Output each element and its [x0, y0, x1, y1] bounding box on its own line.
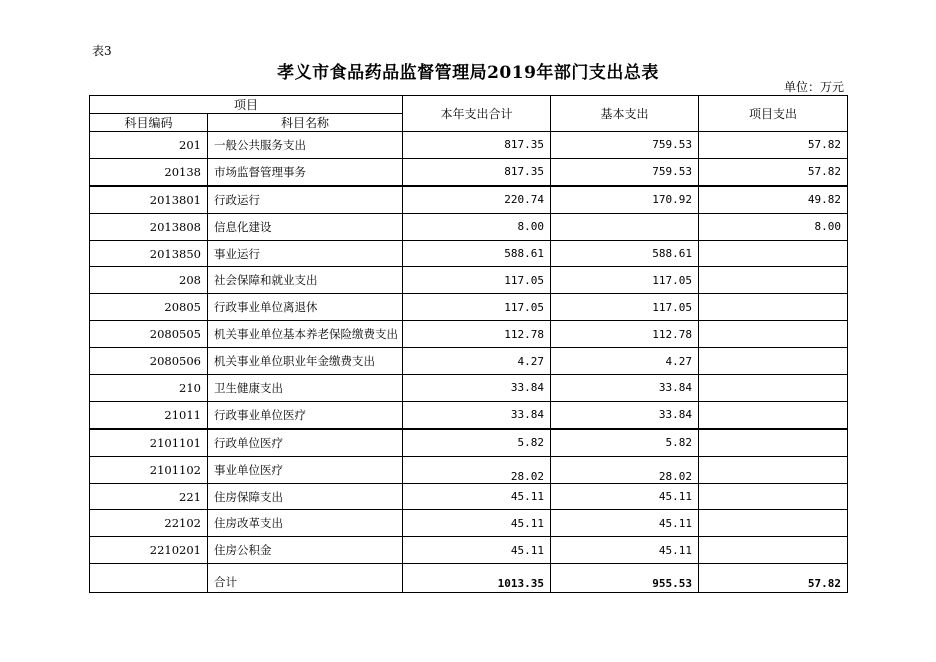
total-project: 57.82	[699, 564, 848, 593]
page-title: 孝义市食品药品监督管理局2019年部门支出总表	[277, 63, 659, 83]
row-name: 社会保障和就业支出	[208, 267, 403, 294]
row-project	[699, 240, 848, 267]
row-code: 2013850	[90, 240, 208, 267]
row-basic: 588.61	[551, 240, 699, 267]
expenditure-table	[89, 95, 848, 593]
table-label: 表3	[92, 44, 112, 58]
row-total: 33.84	[403, 401, 551, 428]
row-project	[699, 483, 848, 510]
table-row	[90, 456, 848, 483]
row-project	[699, 294, 848, 321]
total-name: 合计	[208, 564, 403, 593]
row-total: 28.02	[403, 456, 551, 483]
row-name: 住房保障支出	[208, 483, 403, 510]
row-project	[699, 321, 848, 348]
row-name: 行政事业单位离退休	[208, 294, 403, 321]
header-code: 科目编码	[90, 114, 208, 132]
total-basic: 955.53	[551, 564, 699, 593]
row-project: 57.82	[699, 132, 848, 159]
row-project	[699, 429, 848, 456]
row-name: 行政事业单位医疗	[208, 401, 403, 428]
row-code: 208	[90, 267, 208, 294]
row-basic: 117.05	[551, 267, 699, 294]
table-row	[90, 132, 848, 159]
unit-label: 单位：万元	[783, 80, 844, 94]
table-row	[90, 510, 848, 537]
row-total: 817.35	[403, 158, 551, 185]
row-code: 201	[90, 132, 208, 159]
row-project	[699, 510, 848, 537]
row-project	[699, 348, 848, 375]
row-project	[699, 456, 848, 483]
row-name: 住房改革支出	[208, 510, 403, 537]
row-basic: 759.53	[551, 158, 699, 185]
row-total: 117.05	[403, 267, 551, 294]
row-code: 2210201	[90, 537, 208, 564]
header-total: 本年支出合计	[403, 96, 551, 132]
row-basic: 5.82	[551, 429, 699, 456]
table-row	[90, 401, 848, 428]
row-project	[699, 401, 848, 428]
row-basic: 759.53	[551, 132, 699, 159]
row-code: 2013808	[90, 213, 208, 240]
row-total: 588.61	[403, 240, 551, 267]
row-code: 21011	[90, 401, 208, 428]
row-basic: 45.11	[551, 537, 699, 564]
table-row	[90, 186, 848, 213]
table-row	[90, 348, 848, 375]
row-name: 信息化建设	[208, 213, 403, 240]
row-name: 事业运行	[208, 240, 403, 267]
table-row	[90, 158, 848, 185]
row-total: 45.11	[403, 510, 551, 537]
row-total: 45.11	[403, 537, 551, 564]
row-total: 33.84	[403, 375, 551, 402]
row-total: 4.27	[403, 348, 551, 375]
row-name: 一般公共服务支出	[208, 132, 403, 159]
row-basic: 117.05	[551, 294, 699, 321]
row-name: 机关事业单位职业年金缴费支出	[208, 348, 403, 375]
row-total: 220.74	[403, 186, 551, 213]
row-code: 2080506	[90, 348, 208, 375]
table-row	[90, 537, 848, 564]
row-basic: 33.84	[551, 401, 699, 428]
row-name: 住房公积金	[208, 537, 403, 564]
row-basic	[551, 213, 699, 240]
table-row	[90, 483, 848, 510]
row-project: 49.82	[699, 186, 848, 213]
table-row	[90, 375, 848, 402]
row-basic: 170.92	[551, 186, 699, 213]
row-total: 112.78	[403, 321, 551, 348]
row-code: 20138	[90, 158, 208, 185]
row-project: 57.82	[699, 158, 848, 185]
row-code: 20805	[90, 294, 208, 321]
row-code: 2101101	[90, 429, 208, 456]
total-code	[90, 564, 208, 593]
table-row	[90, 267, 848, 294]
row-code: 2013801	[90, 186, 208, 213]
table-row	[90, 294, 848, 321]
row-project	[699, 375, 848, 402]
total-total: 1013.35	[403, 564, 551, 593]
row-basic: 33.84	[551, 375, 699, 402]
row-project	[699, 267, 848, 294]
header-name: 科目名称	[208, 114, 403, 132]
row-total: 117.05	[403, 294, 551, 321]
row-code: 22102	[90, 510, 208, 537]
row-name: 市场监督管理事务	[208, 158, 403, 185]
row-total: 8.00	[403, 213, 551, 240]
table-row	[90, 429, 848, 456]
row-code: 2101102	[90, 456, 208, 483]
row-basic: 4.27	[551, 348, 699, 375]
header-item: 项目	[90, 96, 403, 114]
row-name: 事业单位医疗	[208, 456, 403, 483]
row-basic: 28.02	[551, 456, 699, 483]
table-row	[90, 321, 848, 348]
row-name: 行政运行	[208, 186, 403, 213]
row-code: 2080505	[90, 321, 208, 348]
table-row	[90, 240, 848, 267]
header-project: 项目支出	[699, 96, 848, 132]
row-name: 机关事业单位基本养老保险缴费支出	[208, 321, 403, 348]
row-project: 8.00	[699, 213, 848, 240]
row-total: 45.11	[403, 483, 551, 510]
total-row	[90, 564, 848, 593]
header-row-1	[90, 96, 848, 114]
row-name: 行政单位医疗	[208, 429, 403, 456]
row-basic: 112.78	[551, 321, 699, 348]
table-row	[90, 213, 848, 240]
row-code: 210	[90, 375, 208, 402]
row-total: 5.82	[403, 429, 551, 456]
row-project	[699, 537, 848, 564]
row-code: 221	[90, 483, 208, 510]
row-total: 817.35	[403, 132, 551, 159]
row-basic: 45.11	[551, 483, 699, 510]
row-basic: 45.11	[551, 510, 699, 537]
row-name: 卫生健康支出	[208, 375, 403, 402]
header-basic: 基本支出	[551, 96, 699, 132]
